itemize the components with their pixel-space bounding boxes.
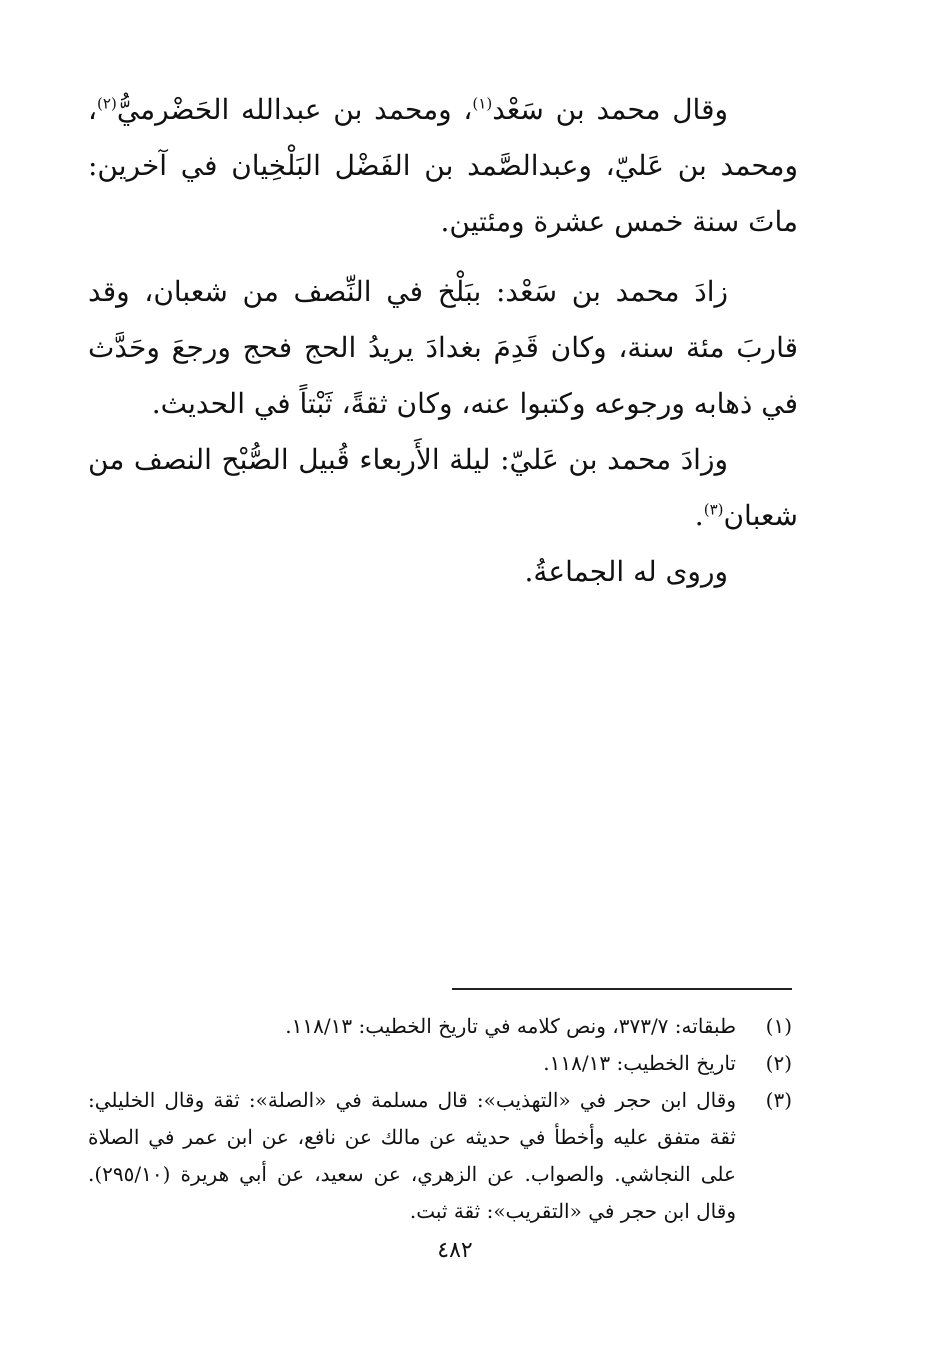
footnote-number: (٢) bbox=[765, 1051, 792, 1075]
paragraph-1-text-b: ، ومحمد بن عبدالله الحَضْرميُّ bbox=[116, 93, 473, 126]
paragraph-3-text-a: وزادَ محمد بن عَليّ: ليلة الأَربعاء قُبيل الصُّبْح النصف من شعبان bbox=[88, 443, 798, 532]
footnote-number: (٣) bbox=[765, 1088, 792, 1112]
footnote-2 bbox=[88, 1045, 792, 1082]
paragraph-4: وروى له الجماعةُ. bbox=[524, 555, 728, 588]
paragraph-3 bbox=[88, 432, 798, 544]
page-number: ٤٨٢ bbox=[437, 1238, 473, 1263]
footnotes bbox=[88, 1008, 792, 1230]
footnote-ref-2[interactable]: (٢) bbox=[97, 94, 117, 113]
footnote-separator bbox=[452, 988, 792, 990]
main-text bbox=[88, 82, 798, 600]
footnote-text: طبقاته: ٣٧٣/٧، ونص كلامه في تاريخ الخطيب: ١١٨/١٣. bbox=[285, 1014, 736, 1038]
footnote-text: وقال ابن حجر في «التهذيب»: قال مسلمة في «الصلة»: ثقة وقال الخليلي: ثقة متفق عليه وأخطأ في حديثه عن مالك عن نافع، عن ابن عمر في الصلاة على النجاشي. والصواب. عن الزهري، عن سعيد، عن أبي هريرة (٢٩٥/١٠). وقال ابن حجر في «التقريب»: ثقة ثبت. bbox=[88, 1088, 737, 1223]
footnote-ref-1[interactable]: (١) bbox=[472, 94, 493, 113]
paragraph-3-text-b: . bbox=[694, 499, 704, 532]
footnote-ref-3[interactable]: (٣) bbox=[703, 500, 724, 519]
paragraph-1-text-a: وقال محمد بن سَعْد bbox=[492, 93, 728, 126]
paragraph-1 bbox=[88, 82, 798, 250]
paragraph-2: زادَ محمد بن سَعْد: ببَلْخ في النِّصف من شعبان، وقد قاربَ مئة سنة، وكان قَدِمَ بغدادَ يريدُ الحج فحج ورجعَ وحَدَّث في ذهابه ورجوعه وكتبوا عنه، وكان ثقةً، ثَبْتاً في الحديث. bbox=[88, 275, 798, 420]
footnote-number: (١) bbox=[765, 1014, 792, 1038]
footnote-text: تاريخ الخطيب: ١١٨/١٣. bbox=[543, 1051, 736, 1075]
paragraph-1-text-c: ، ومحمد بن عَليّ، وعبدالصَّمد بن الفَضْل البَلْخِيان في آخرين: ماتَ سنة خمس عشرة ومئتين. bbox=[88, 93, 798, 238]
footnote-3 bbox=[88, 1082, 792, 1230]
footnote-1 bbox=[88, 1008, 792, 1045]
